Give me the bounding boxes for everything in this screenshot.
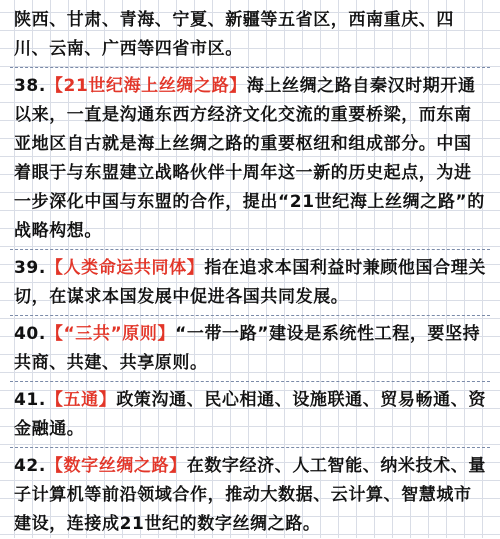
item-40 xyxy=(10,320,490,378)
divider xyxy=(10,67,490,68)
item-number: 41. xyxy=(14,390,46,410)
item-paragraph xyxy=(14,254,486,312)
item-39 xyxy=(10,254,490,312)
divider xyxy=(10,381,490,382)
item-41 xyxy=(10,386,490,444)
item-term: 【“三共”原则】 xyxy=(45,324,176,344)
divider xyxy=(10,315,490,316)
item-paragraph xyxy=(14,386,486,444)
divider xyxy=(10,447,490,448)
item-number: 42. xyxy=(14,456,46,476)
item-term: 【人类命运共同体】 xyxy=(45,258,205,278)
item-text: “一带一路”建设是系统性工程，要坚持共商、共建、共享原则。 xyxy=(14,324,481,373)
item-term: 【21世纪海上丝绸之路】 xyxy=(45,76,247,96)
item-number: 38. xyxy=(14,76,46,96)
item-text: 在数字经济、人工智能、纳米技术、量子计算机等前沿领域合作，推动大数据、云计算、智慧城市建设，连接成21世纪的数字丝绸之路。 xyxy=(14,456,486,534)
item-term: 【数字丝绸之路】 xyxy=(45,456,187,476)
item-42 xyxy=(10,452,490,539)
item-paragraph xyxy=(14,452,486,539)
item-text: 政策沟通、民心相通、设施联通、贸易畅通、资金融通。 xyxy=(14,390,486,439)
intro-block xyxy=(10,6,490,64)
item-text: 海上丝绸之路自秦汉时期开通以来，一直是沟通东西方经济文化交流的重要桥梁，而东南亚地区自古就是海上丝绸之路的重要枢纽和组成部分。中国着眼于与东盟建立战略伙伴十周年这一新的历史起点，为进一步深化中国与东盟的合作，提出“21世纪海上丝绸之路”的战略构想。 xyxy=(14,76,485,241)
item-number: 39. xyxy=(14,258,46,278)
item-text: 指在追求本国利益时兼顾他国合理关切，在谋求本国发展中促进各国共同发展。 xyxy=(14,258,486,307)
item-paragraph xyxy=(14,72,486,246)
item-38 xyxy=(10,72,490,246)
item-number: 40. xyxy=(14,324,46,344)
item-paragraph xyxy=(14,320,486,378)
divider xyxy=(10,249,490,250)
intro-text: 陕西、甘肃、青海、宁夏、新疆等五省区，西南重庆、四川、云南、广西等四省市区。 xyxy=(14,10,454,59)
item-term: 【五通】 xyxy=(45,390,117,410)
